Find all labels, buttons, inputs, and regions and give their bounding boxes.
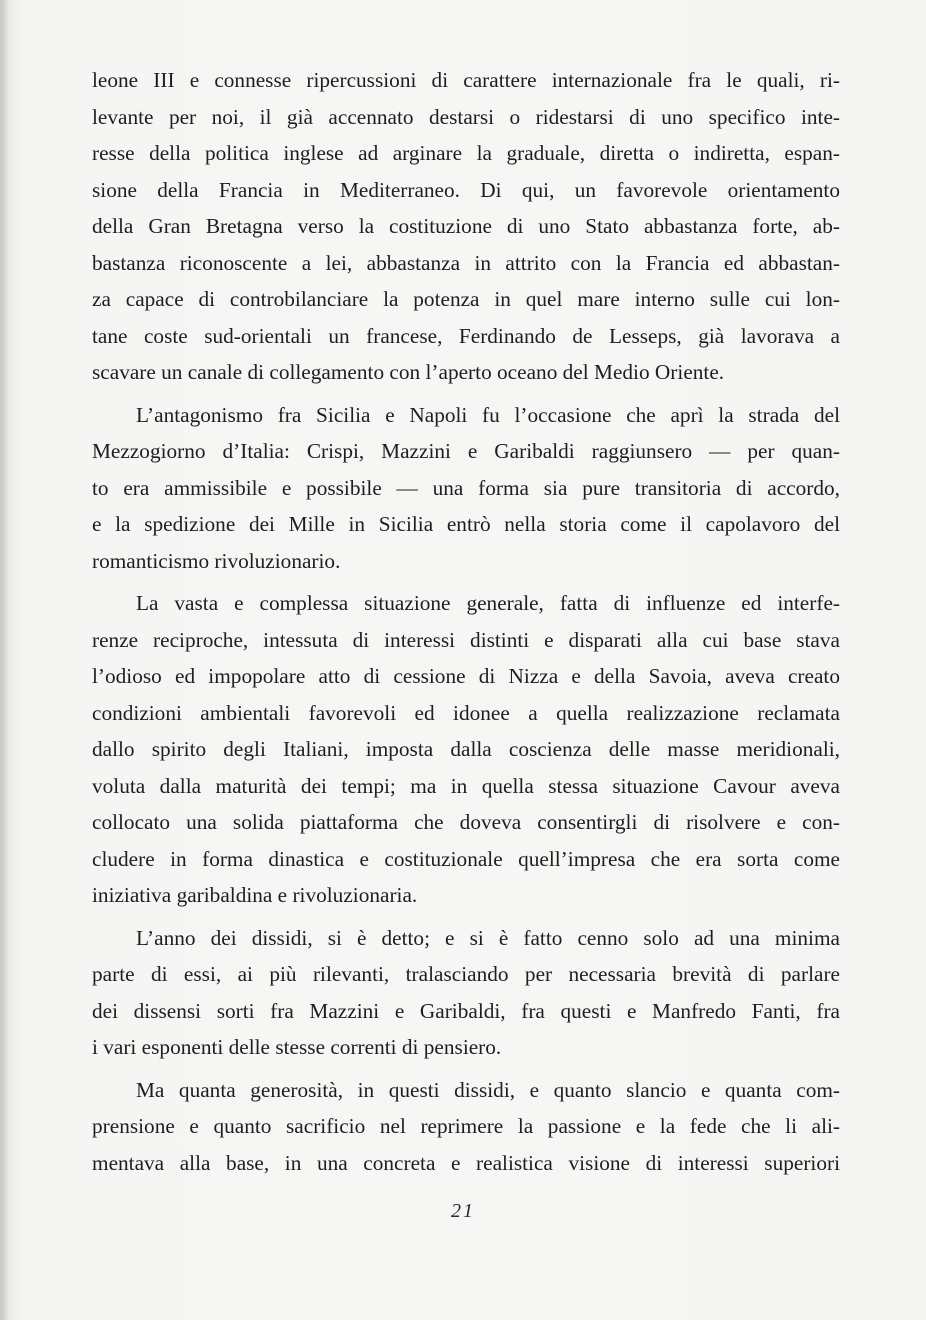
text-line: levante per noi, il già accennato destarsi o ridestarsi di uno specifico inte- <box>92 104 840 129</box>
text-line: cludere in forma dinastica e costituzionale quell’impresa che era sorta come <box>92 846 840 871</box>
text-line: sione della Francia in Mediterraneo. Di qui, un favorevole orientamento <box>92 177 840 202</box>
text-line: leone III e connesse ripercussioni di carattere internazionale fra le quali, ri- <box>92 68 840 92</box>
text-line: l’odioso ed impopolare atto di cessione di Nizza e della Savoia, aveva creato <box>92 664 840 688</box>
text-line: tane coste sud-orientali un francese, Ferdinando de Lesseps, già lavorava a <box>92 323 840 348</box>
text-line: dallo spirito degli Italiani, imposta dalla coscienza delle masse meridionali, <box>92 737 840 761</box>
text-line: L’anno dei dissidi, si è detto; e si è fatto cenno solo ad una minima <box>136 925 840 950</box>
text-line: voluta dalla maturità dei tempi; ma in quella stessa situazione Cavour aveva <box>92 773 840 798</box>
text-line: prensione e quanto sacrificio nel reprimere la passione e la fede che li ali- <box>92 1114 840 1138</box>
text-line: za capace di controbilanciare la potenza in quel mare interno sulle cui lon- <box>92 287 840 311</box>
spine-shadow <box>0 0 8 1320</box>
text-line: La vasta e complessa situazione generale, fatta di influenze ed interfe- <box>136 591 840 615</box>
text-line: mentava alla base, in una concreta e realistica visione di interessi superiori <box>92 1150 840 1175</box>
text-line: e la spedizione dei Mille in Sicilia entrò nella storia come il capolavoro del <box>92 512 840 536</box>
text-line: Ma quanta generosità, in questi dissidi, e quanto slancio e quanta com- <box>136 1077 840 1102</box>
text-line: romanticismo rivoluzionario. <box>92 548 341 573</box>
body-text <box>92 62 840 1181</box>
text-line: bastanza riconoscente a lei, abbastanza in attrito con la Francia ed abbastan- <box>92 250 840 275</box>
text-line: scavare un canale di collegamento con l’aperto oceano del Medio Oriente. <box>92 360 725 384</box>
text-line: renze reciproche, intessuta di interessi distinti e disparati alla cui base stava <box>92 627 840 652</box>
text-line: Mezzogiorno d’Italia: Crispi, Mazzini e Garibaldi raggiunsero — per quan- <box>92 439 840 463</box>
text-line: i vari esponenti delle stesse correnti di pensiero. <box>92 1035 502 1059</box>
text-line: to era ammissibile e possibile — una forma sia pure transitoria di accordo, <box>92 475 840 500</box>
text-line: iniziativa garibaldina e rivoluzionaria. <box>92 883 418 907</box>
text-line: condizioni ambientali favorevoli ed idonee a quella realizzazione reclamata <box>92 700 840 725</box>
text-line: dei dissensi sorti fra Mazzini e Garibaldi, fra questi e Manfredo Fanti, fra <box>92 998 840 1023</box>
text-line: della Gran Bretagna verso la costituzione di uno Stato abbastanza forte, ab- <box>92 214 840 238</box>
text-line: collocato una solida piattaforma che doveva consentirgli di risolvere e con- <box>92 810 840 834</box>
text-line: L’antagonismo fra Sicilia e Napoli fu l’occasione che aprì la strada del <box>136 402 840 427</box>
text-line: parte di essi, ai più rilevanti, tralasciando per necessaria brevità di parlare <box>92 962 840 986</box>
text-line: resse della politica inglese ad arginare la graduale, diretta o indiretta, espan- <box>92 141 840 165</box>
page-number: 21 <box>451 1200 475 1222</box>
